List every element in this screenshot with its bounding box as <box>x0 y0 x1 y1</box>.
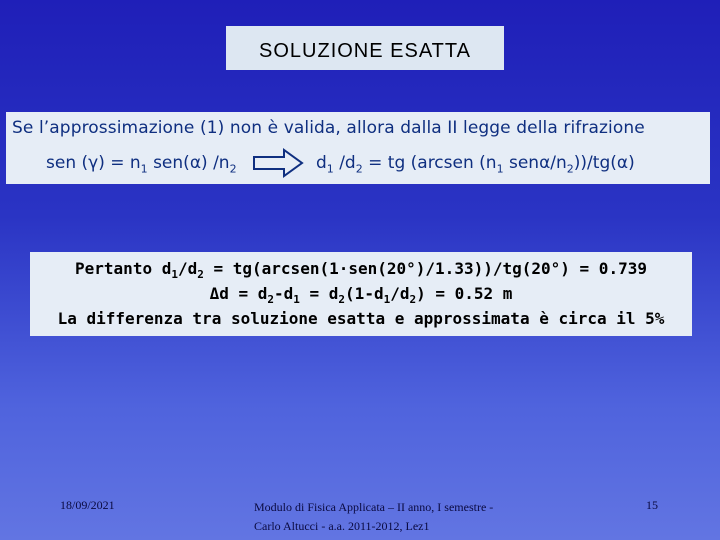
delta-d-result-line: $\Delta d = d_2-d_1 = d_2(1-d_1/d_2) = 0.52$ m <box>209 284 513 307</box>
slide-title: SOLUZIONE ESATTA <box>259 39 471 62</box>
footer-page-number: 15 <box>646 498 658 512</box>
premise-box <box>6 112 710 184</box>
footer-course-line2: Carlo Altucci - a.a. 2011-2012, Lez1 <box>254 519 430 533</box>
footer-course-info <box>254 498 493 536</box>
footer-course-line1: Modulo di Fisica Applicata – II anno, I semestre - <box>254 500 494 514</box>
difference-conclusion-line: La differenza tra soluzione esatta e approssimata è circa il 5% <box>57 309 665 328</box>
footer-date: 18/09/2021 <box>60 498 115 512</box>
slide-title-box <box>226 26 504 70</box>
snell-law-equation: sen $(\gamma) = n_1$ sen(α) $/n_2$ <box>46 153 237 176</box>
result-box <box>30 252 692 336</box>
distance-ratio-equation: $d_1$ $/d_2$ = tg (arcsen ($n_1$ senα/$n_2))/tg(\alpha)$ <box>316 153 635 176</box>
ratio-result-line: Pertanto $d_1/d_2$ = tg(arcsen(1·sen(20°)/1.33))/tg(20°) = 0.739 <box>75 259 647 282</box>
premise-sentence: Se l’approssimazione (1) non è valida, allora dalla II legge della rifrazione <box>12 118 645 138</box>
implies-arrow-icon <box>252 148 304 178</box>
